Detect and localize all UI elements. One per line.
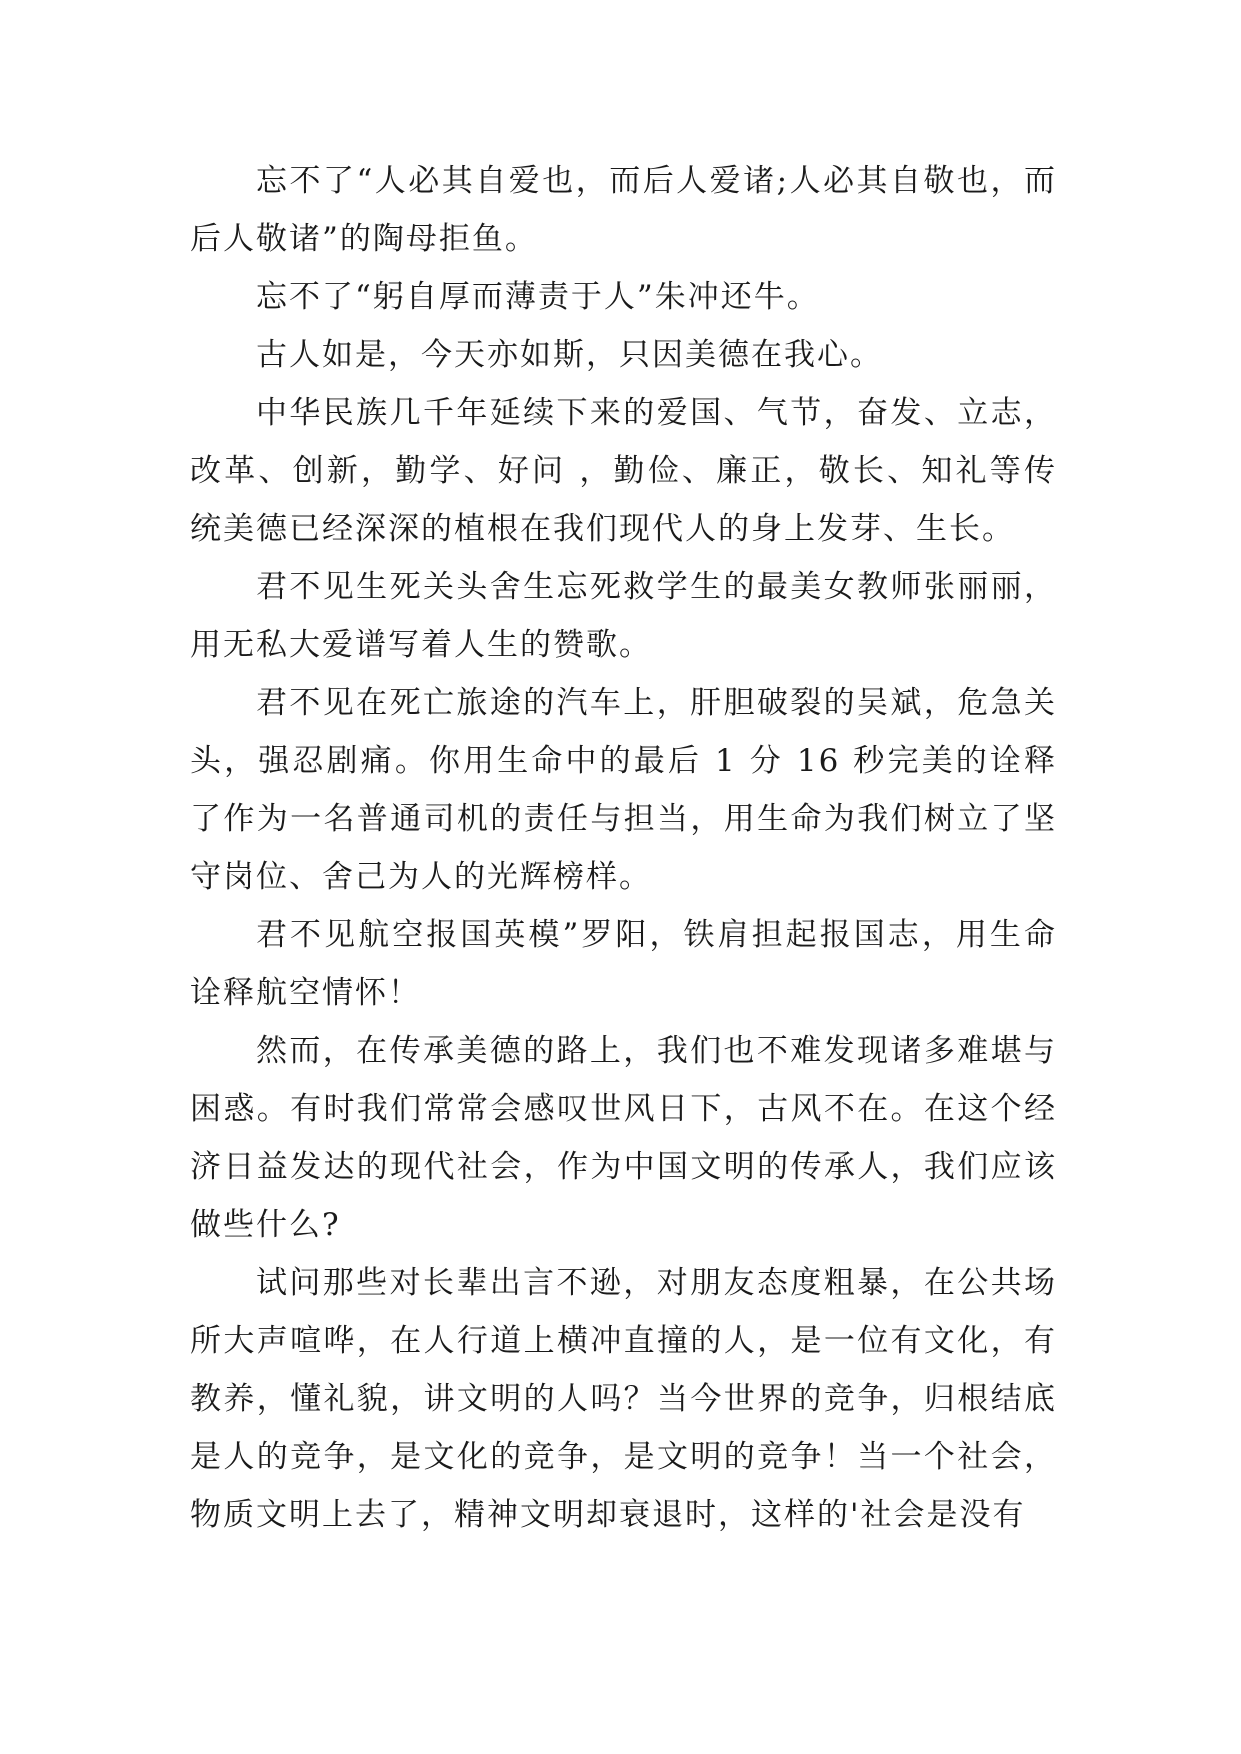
paragraph-however: 然而，在传承美德的路上，我们也不难发现诸多难堪与困惑。有时我们常常会感叹世风日下，古风不在。在这个经济日益发达的现代社会，作为中国文明的传承人，我们应该做些什么? — [190, 1033, 1057, 1243]
paragraph-teacher: 君不见生死关头舍生忘死救学生的最美女教师张丽丽，用无私大爱谱写着人生的赞歌。 — [190, 569, 1057, 663]
paragraph-traditional-virtues: 中华民族几千年延续下来的爱国、气节，奋发、立志，改革、创新，勤学、好问 ，勤俭、廉正，敬长、知礼等传统美德已经深深的植根在我们现代人的身上发芽、生长。 — [190, 395, 1057, 547]
paragraph-question: 试问那些对长辈出言不逊，对朋友态度粗暴，在公共场所大声喧哗，在人行道上横冲直撞的人，是一位有文化，有教养，懂礼貌，讲文明的人吗？当今世界的竞争，归根结底是人的竞争，是文化的竞争，是文明的竞争！当一个社会，物质文明上去了，精神文明却衰退时，这样的'社会是没有 — [190, 1265, 1057, 1533]
paragraph-ancient-people: 古人如是，今天亦如斯，只因美德在我心。 — [256, 337, 883, 373]
paragraph-aviation-hero: 君不见航空报国英模”罗阳，铁肩担起报国志，用生命诠释航空情怀！ — [190, 917, 1057, 1011]
paragraph-tao-mu: 忘不了“人必其自爱也，而后人爱诸;人必其自敬也，而后人敬诸”的陶母拒鱼。 — [190, 163, 1057, 257]
paragraph-driver: 君不见在死亡旅途的汽车上，肝胆破裂的吴斌，危急关头，强忍剧痛。你用生命中的最后 1 分 16 秒完美的诠释了作为一名普通司机的责任与担当，用生命为我们树立了坚守岗位、舍己为人的光辉榜样。 — [190, 685, 1057, 895]
paragraph-zhu-chong: 忘不了“躬自厚而薄责于人”朱冲还牛。 — [256, 279, 820, 315]
document-page — [190, 152, 1057, 1544]
